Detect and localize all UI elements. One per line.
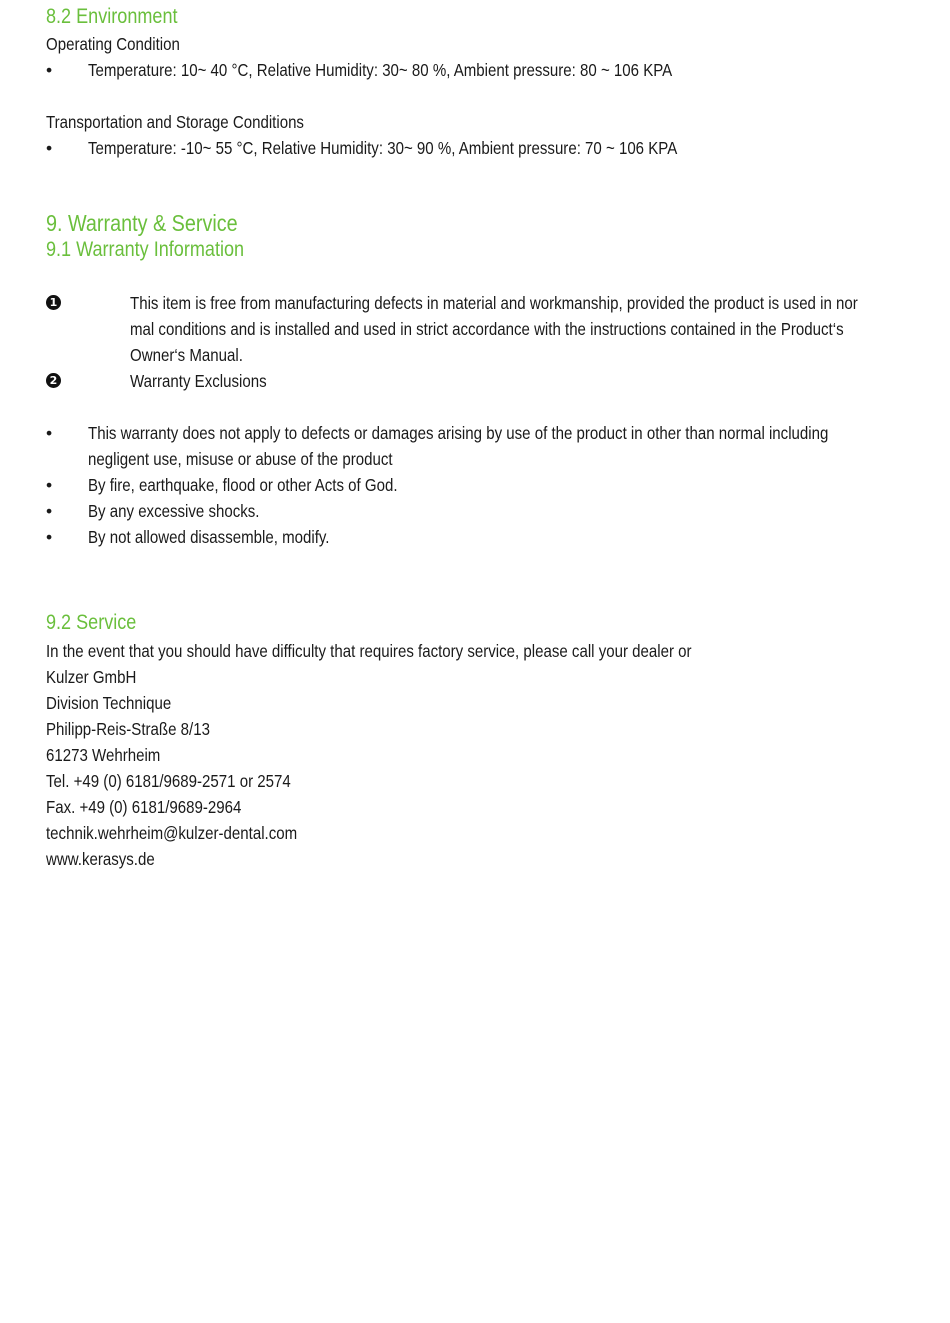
warranty-item-1-line-3: Owner‘s Manual. xyxy=(130,345,243,365)
numbered-marker-2: 2 xyxy=(46,373,61,388)
warranty-item-2 xyxy=(46,368,876,394)
bullet-marker: • xyxy=(46,60,53,80)
service-email: technik.wehrheim@kulzer-dental.com xyxy=(46,823,298,843)
service-phone: Tel. +49 (0) 6181/9689-2571 or 2574 xyxy=(46,771,291,791)
exclusion-item-3-text: By any excessive shocks. xyxy=(88,501,260,521)
service-intro: In the event that you should have difficulty that requires factory service, please call your dealer or xyxy=(46,641,692,661)
exclusion-item-2-text: By fire, earthquake, flood or other Acts of God. xyxy=(88,475,398,495)
transport-condition-bullet xyxy=(46,135,876,161)
section-heading-environment: 8.2 Environment xyxy=(46,5,178,28)
operating-condition-bullet xyxy=(46,57,876,83)
operating-condition-text: Temperature: 10~ 40 °C, Relative Humidity: 30~ 80 %, Ambient pressure: 80 ~ 106 KPA xyxy=(88,60,673,80)
section-heading-warranty-service: 9. Warranty & Service xyxy=(46,210,238,236)
section-heading-service: 9.2 Service xyxy=(46,611,137,634)
warranty-exclusions-label: Warranty Exclusions xyxy=(130,371,267,391)
service-company: Kulzer GmbH xyxy=(46,667,137,687)
bullet-marker: • xyxy=(46,501,53,521)
exclusion-item-4 xyxy=(46,524,876,550)
numbered-marker-1: 1 xyxy=(46,295,61,310)
bullet-marker: • xyxy=(46,423,53,443)
bullet-marker: • xyxy=(46,527,53,547)
exclusion-item-1-line-2: negligent use, misuse or abuse of the product xyxy=(88,449,393,469)
exclusion-item-3 xyxy=(46,498,876,524)
service-division: Division Technique xyxy=(46,693,172,713)
service-website: www.kerasys.de xyxy=(46,849,155,869)
transport-condition-text: Temperature: -10~ 55 °C, Relative Humidity: 30~ 90 %, Ambient pressure: 70 ~ 106 KPA xyxy=(88,138,678,158)
exclusion-item-1-line-1: This warranty does not apply to defects or damages arising by use of the product in other than normal including xyxy=(88,423,829,443)
warranty-item-1-line-1: This item is free from manufacturing defects in material and workmanship, provided the product is used in nor xyxy=(130,293,858,313)
exclusion-item-1 xyxy=(46,420,876,472)
bullet-marker: • xyxy=(46,138,53,158)
warranty-item-1 xyxy=(46,290,876,368)
transport-condition-label: Transportation and Storage Conditions xyxy=(46,112,304,132)
service-city: 61273 Wehrheim xyxy=(46,745,161,765)
bullet-marker: • xyxy=(46,475,53,495)
section-heading-warranty-information: 9.1 Warranty Information xyxy=(46,238,245,261)
operating-condition-label: Operating Condition xyxy=(46,34,180,54)
service-street: Philipp-Reis-Straße 8/13 xyxy=(46,719,210,739)
exclusion-item-4-text: By not allowed disassemble, modify. xyxy=(88,527,330,547)
warranty-item-1-line-2: mal conditions and is installed and used in strict accordance with the instructions contained in the Product‘s xyxy=(130,319,844,339)
exclusion-item-2 xyxy=(46,472,876,498)
service-fax: Fax. +49 (0) 6181/9689-2964 xyxy=(46,797,242,817)
